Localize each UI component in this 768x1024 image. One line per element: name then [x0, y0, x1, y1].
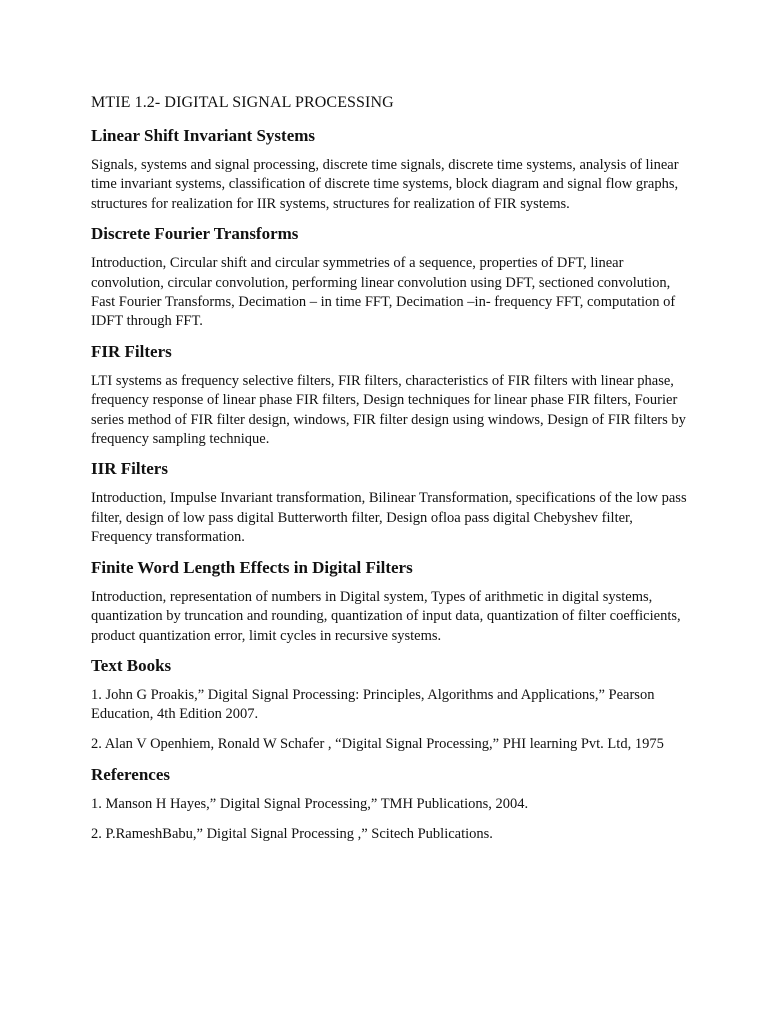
reference-item: 1. Manson H Hayes,” Digital Signal Processing,” TMH Publications, 2004.	[91, 796, 529, 813]
text-book-item: 1. John G Proakis,” Digital Signal Processing: Principles, Algorithms and Applications,” Pearson Education, 4th Edition 2007.	[91, 686, 655, 723]
document-title: MTIE 1.2- DIGITAL SIGNAL PROCESSING	[91, 94, 394, 111]
section-heading: IIR Filters	[91, 459, 168, 479]
section-heading: Text Books	[91, 655, 172, 675]
section-heading: References	[91, 765, 170, 785]
section-finite-word-length-effects	[91, 557, 691, 646]
section-iir-filters	[91, 458, 691, 547]
section-body: Introduction, Impulse Invariant transformation, Bilinear Transformation, specifications of the low pass filter, design of low pass digital Butterworth filter, Design ofloa pass digital Chebyshev filter, Frequency transformation.	[91, 490, 687, 546]
section-text-books	[91, 655, 691, 754]
section-linear-shift-invariant-systems	[91, 125, 691, 214]
document-page	[91, 92, 691, 854]
section-body: LTI systems as frequency selective filters, FIR filters, characteristics of FIR filters with linear phase, frequency response of linear phase FIR filters, Design techniques for linear phase FIR filters, Fourier series method of FIR filter design, windows, FIR filter design using windows, Design of FIR filters by frequency sampling technique.	[91, 372, 686, 448]
section-discrete-fourier-transforms	[91, 223, 691, 332]
section-references	[91, 764, 691, 844]
section-body: Introduction, representation of numbers in Digital system, Types of arithmetic in digital systems, quantization by truncation and rounding, quantization of input data, quantization of filter coefficients, product quantization error, limit cycles in recursive systems.	[91, 588, 681, 644]
reference-item: 2. P.RameshBabu,” Digital Signal Processing ,” Scitech Publications.	[91, 825, 493, 842]
section-heading: FIR Filters	[91, 341, 172, 361]
section-heading: Linear Shift Invariant Systems	[91, 126, 316, 145]
section-body: Signals, systems and signal processing, discrete time signals, discrete time systems, analysis of linear time invariant systems, classification of discrete time systems, block diagram and signal flow graphs, structures for realization for IIR systems, structures for realization of FIR systems.	[91, 157, 679, 212]
section-fir-filters	[91, 341, 691, 450]
section-heading: Discrete Fourier Transforms	[91, 224, 299, 244]
section-body: Introduction, Circular shift and circular symmetries of a sequence, properties of DFT, linear convolution, circular convolution, performing linear convolution using DFT, sectioned convolution, Fast Fourier Transforms, Decimation – in time FFT, Decimation –in- frequency FFT, computation of IDFT through FFT.	[91, 255, 676, 330]
text-book-item: 2. Alan V Openhiem, Ronald W Schafer , “Digital Signal Processing,” PHI learning Pvt. Ltd, 1975	[91, 735, 664, 752]
section-heading: Finite Word Length Effects in Digital Filters	[91, 557, 413, 577]
